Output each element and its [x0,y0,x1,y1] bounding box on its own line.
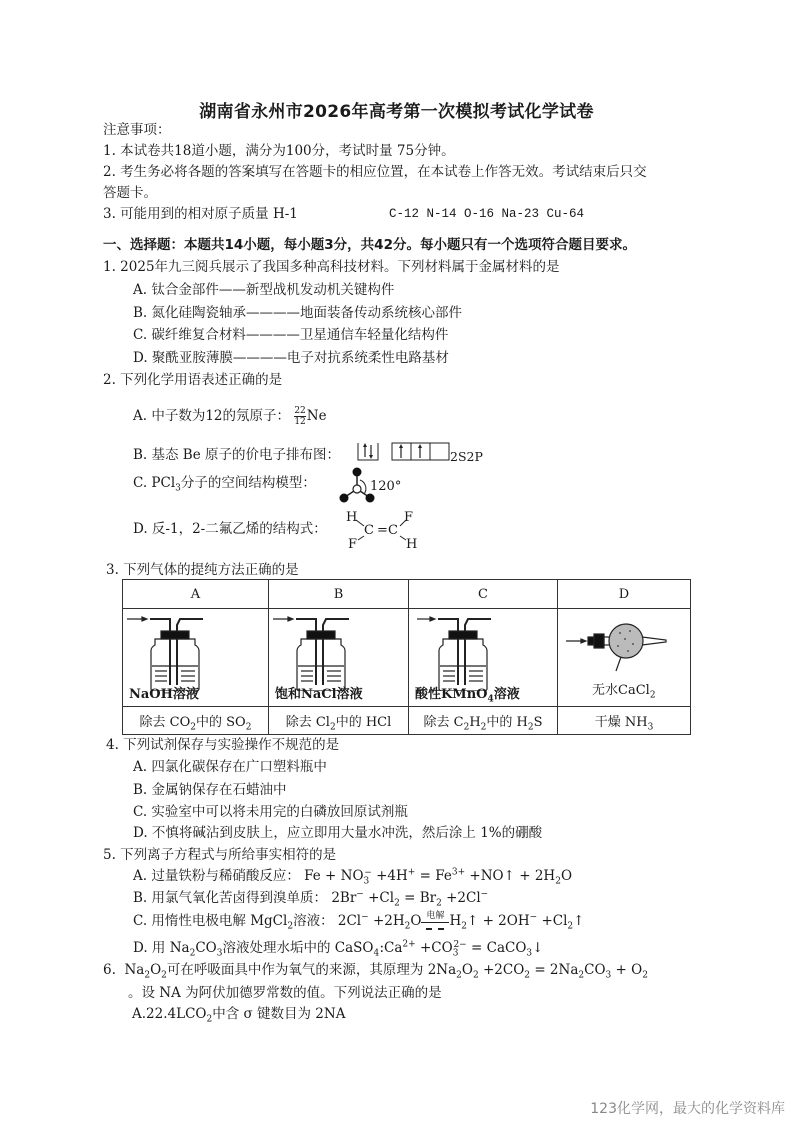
exam-title: 湖南省永州市2026年高考第一次模拟考试化学试卷 [199,102,594,122]
q5-equation-c: $2Cl^- +2H_2O$ 电解 $H_2↑ + 2OH^-$ $+Cl_2↑$ [337,911,585,932]
atom-c: C [388,523,398,538]
q2-option-c [133,474,316,492]
q1-option-a: A. 钛合金部件——新型战机发动机关键构件 [133,282,395,298]
difluoroethene-structure [344,510,424,554]
gas-washing-bottle-icon [125,611,265,691]
atom-h: H [406,537,418,552]
subscript: 2 [649,690,656,701]
orbital-2p-boxes [392,443,449,460]
apparatus-b [269,609,409,707]
orbital-2s-box [358,443,378,460]
apparatus-a [123,609,269,707]
q5-option-c-text: C. 用惰性电极电解 MgCl [133,913,288,929]
atomic-number: 12 [294,417,306,427]
p-atom [353,485,361,493]
nuclide-notation [294,406,305,427]
q5-stem: 5. 下列离子方程式与所给事实相符的是 [103,847,337,863]
q6-stem: 6. $Na_2O_2$可在呼吸面具中作为氧气的来源，其原理为 $2Na_2O_2 +2CO_2 = 2Na_2CO_3 + O_2$ [103,962,648,981]
reagent-b: 饱和NaCl溶液 [275,687,363,702]
atom-f: F [404,510,414,525]
q4-stem: 4. 下列试剂保存与实验操作不规范的是 [106,737,340,753]
purpose-b: 除去 $Cl_2$中的 HCl [269,707,409,735]
reagent-c [415,683,520,705]
subscript: 4 [487,694,494,705]
q4-option-a: A. 四氯化碳保存在广口塑料瓶中 [133,759,327,775]
q5-option-a-text: A. 过量铁粉与稀硝酸反应： [133,868,300,884]
q1-stem: 1. 2025年九三阅兵展示了我国多种高科技材料。下列材料属于金属材料的是 [103,259,560,275]
q2-option-b-text: B. 基态 Be 原子的价电子排布图： [133,447,340,463]
cl-atom [340,494,349,503]
apparatus-c [409,609,558,707]
notice-item-1: 1. 本试卷共18道小题，满分为100分，考试时量 75分钟。 [103,143,455,159]
notice-item-3 [103,205,585,223]
q6-stem-cont: 。设 NA 为阿伏加德罗常数的值。下列说法正确的是 [128,985,442,1001]
atom-f: F [348,537,358,552]
notice-item-2-cont: 答题卡。 [103,185,157,201]
col-header-b: B [269,580,409,609]
reagent-d-formula: 无水CaCl [592,683,650,698]
atomic-masses: C-12 N-14 O-16 Na-23 Cu-64 [389,207,585,221]
q2-option-b [133,446,340,464]
section-heading: 一、选择题：本题共14小题，每小题3分，共42分。每小题只有一个选项符合题目要求。 [103,237,636,253]
cl-atom [353,468,362,477]
reagent-a: NaOH溶液 [129,687,199,702]
bond-angle-label: 120° [370,479,402,494]
col-header-c: C [409,580,558,609]
q6-number: 6. [103,962,116,978]
q5-option-a [133,867,572,885]
q4-option-c: C. 实验室中可以将未用完的白磷放回原试剂瓶 [133,804,408,820]
mass-number: 22 [294,406,306,416]
reagent-d [592,679,656,701]
q5-equation-b: $2Br^- +Cl_2 = Br_2 +2Cl^-$ [331,889,489,909]
q2-option-c-text: 分子的空间结构模型： [180,475,316,491]
q5-option-d-text: D. 用 Na [133,940,190,956]
electrolysis-condition: 电解 [421,912,449,930]
purpose-c: 除去 $C_2H_2$中的 $H_2S$ [409,707,558,735]
apparatus-d [558,609,691,707]
q6-option-a: $A.22.4LCO_2$中含 σ 键数目为 2NA [132,1006,346,1025]
atom-h: H [346,510,358,525]
gas-washing-bottle-icon [271,611,406,691]
q2-option-d: D. 反-1，2-二氟乙烯的结构式： [133,521,327,537]
q5-equation-d: $:Ca^{2+} +CO_3^{2-}$ = CaCO$_3$↓ [379,939,544,959]
q1-option-c: C. 碳纤维复合材料————卫星通信车轻量化结构件 [133,327,449,343]
q2-stem: 2. 下列化学用语表述正确的是 [103,372,283,388]
atom-c: C [364,523,374,538]
element-symbol: Ne [306,408,327,424]
reagent-c-formula: 酸性KMnO [415,687,488,702]
q5-equation-a: $Fe + NO_3^- +4H^+ = Fe^{3+}$ +NO↑ + $2H_2O$ [304,867,573,887]
notice-item-2: 2. 考生务必将各题的答案填写在答题卡的相应位置，在本试卷上作答无效。考试结束后只交 [103,164,647,180]
q2-option-a-text: A. 中子数为12的氖原子： [133,408,291,424]
q5-option-d: D. 用 $Na_2CO_3$溶液处理水垢中的 CaSO$_4$ $:Ca^{2+} +CO_3^{2-}$ = CaCO$_3$↓ [133,939,544,959]
q1-option-d: D. 聚酰亚胺薄膜————电子对抗系统柔性电路基材 [133,350,449,366]
purification-table [122,579,691,735]
q4-option-b: B. 金属钠保存在石蜡油中 [133,782,287,798]
q2-option-c-formula: C. PCl [133,475,176,491]
q5-option-c: C. 用惰性电极电解 MgCl$_2$溶液： $2Cl^- +2H_2O$ 电解 $H_2↑ + 2OH^-$ $+Cl_2↑$ [133,911,585,932]
q2-option-a [133,406,327,427]
q5-option-b [133,889,488,907]
orbital-labels: 2S2P [450,449,483,464]
purpose-d: 干燥 $NH_3$ [558,707,691,735]
subscript: 3 [175,483,181,494]
notice-heading: 注意事项： [103,122,171,138]
col-header-d: D [558,580,691,609]
col-header-a: A [123,580,269,609]
drying-tube-icon [560,611,690,681]
reagent-c-tail: 溶液 [493,687,520,702]
q5-option-b-text: B. 用氯气氧化苦卤得到溴单质： [133,890,328,906]
q3-stem: 3. 下列气体的提纯方法正确的是 [106,562,299,578]
double-bond: = [377,523,388,538]
gas-washing-bottle-icon [411,611,551,691]
orbital-diagram [355,440,455,464]
q1-option-b: B. 氮化硅陶瓷轴承————地面装备传动系统核心部件 [133,305,463,321]
notice-item-3-label: 3. 可能用到的相对原子质量 H-1 [103,206,298,222]
watermark-footer: 123化学网，最大的化学资料库 [590,1101,785,1117]
q4-option-d: D. 不慎将碱沾到皮肤上，应立即用大量水冲洗，然后涂上 1%的硼酸 [133,825,543,841]
purpose-a: 除去 $CO_2$中的 $SO_2$ [123,707,269,735]
